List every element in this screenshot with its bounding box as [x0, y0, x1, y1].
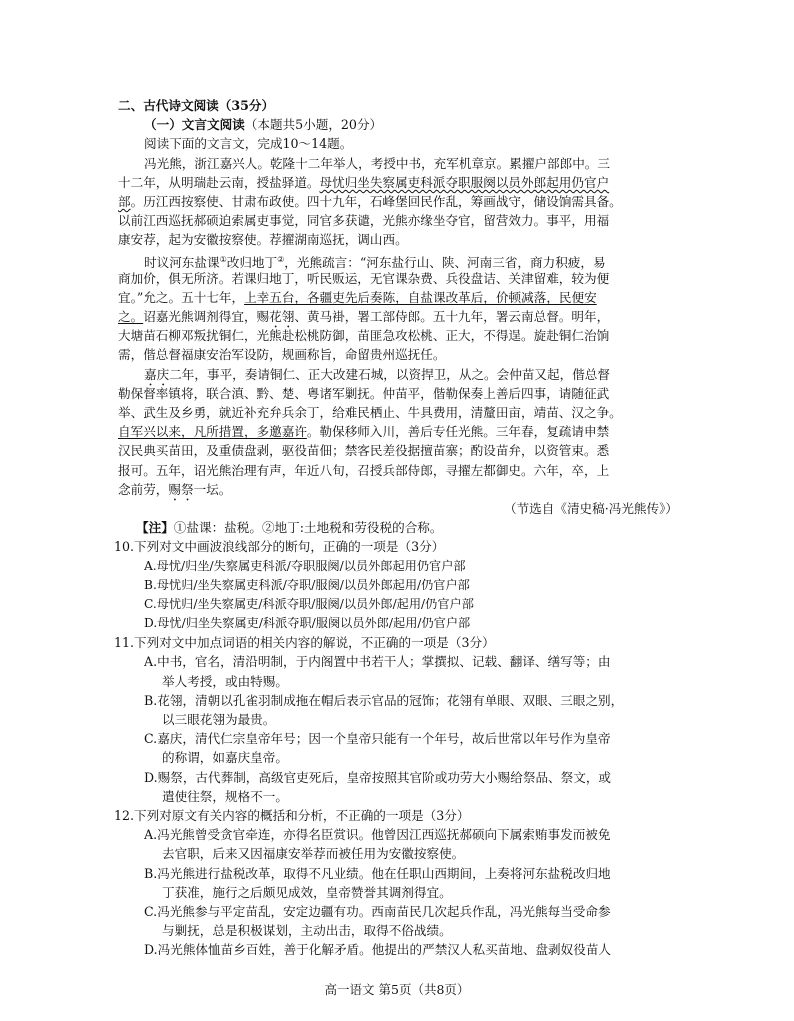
passage-line: 商加价，俱无所济。若课归地丁，听民贩运，无官课杂费、兵役盘诘、关津留难，较为便 — [118, 270, 610, 286]
question-12-option-d[interactable]: D.冯光熊体恤苗乡百姓，善于化解矛盾。他提出的严禁汉人私买苗地、盘剥奴役苗人 — [144, 942, 612, 958]
exam-page — [114, 96, 678, 959]
footnote-label: 【注】 — [136, 520, 174, 536]
reading-instruction: 阅读下面的文言文，完成10～14题。 — [144, 136, 353, 152]
question-10-option-a[interactable]: A.母忧/归坐/失察属吏科派/夺职服阕/以员外郎起用仍官户部 — [144, 558, 466, 573]
footnote-mark: ① — [219, 254, 227, 264]
wavy-underlined-text: 母忧归坐失察属吏科派夺职服阕以员外郎起用仍官户 — [319, 174, 610, 190]
passage-line: 勒保督率镇将，联合滇、黔、楚、粤诸军剿抚。仲苗平，偕勒保奏上善后四事，请随征武 — [118, 385, 610, 401]
question-10-stem: 10.下列对文中画波浪线部分的断句，正确的一项是（3分） — [114, 539, 445, 555]
passage-line: 嘉庆二年，事平，奏请铜仁、正大改建石城，以资捍卫，从之。会仲苗又起，偕总督 — [144, 366, 610, 382]
dotted-term: 花翎 — [269, 309, 295, 325]
wavy-underlined-text: 部 — [118, 193, 131, 209]
question-11-stem: 11.下列对文中加点词语的相关内容的解说，不正确的一项是（3分） — [114, 635, 495, 651]
page-footer: 高一语文 第5页（共8页） — [324, 982, 470, 997]
subsection-title — [118, 115, 678, 134]
passage-line: 之。诏嘉光熊调剂得宜，赐花翎、黄马褂，署工部侍郎。五十九年，署云南总督。明年， — [118, 309, 610, 325]
question-12-option-c-cont: 与剿抚，总是积极谋划，主动出击，取得不俗战绩。 — [162, 923, 452, 939]
passage-line: 自军兴以来，凡所措置，多邀嘉许。勒保移师入川，善后专任光熊。三年春，复疏请申禁 — [118, 424, 610, 440]
question-11-option-c[interactable]: C.嘉庆，清代仁宗皇帝年号；因一个皇帝只能有一个年号，故后世常以年号作为皇帝 — [144, 731, 611, 747]
question-11-option-d[interactable]: D.赐祭，古代葬制，高级官吏死后，皇帝按照其官阶或功劳大小赐给祭品、祭文，或 — [144, 769, 612, 785]
passage-source: （节选自《清史稿·冯光熊传》） — [503, 500, 678, 516]
question-12-option-b-cont: 丁获准，施行之后颇见成效，皇帝赞誉其调剂得宜。 — [162, 884, 452, 900]
question-12-option-c[interactable]: C.冯光熊参与平定苗乱，安定边疆有功。西南苗民几次起兵作乱，冯光熊每当受命参 — [144, 903, 611, 919]
passage-line: 念前劳，赐祭一坛。 — [118, 481, 232, 497]
question-11-option-b-cont: 以三眼花翎为最贵。 — [162, 712, 276, 727]
question-12-option-a-cont: 去官职，后来又因福康安举荐而被任用为安徽按察使。 — [162, 846, 465, 862]
footnote-mark: ② — [277, 254, 285, 264]
passage-line: 冯光熊，浙江嘉兴人。乾隆十二年举人，考授中书，充军机章京。累擢户部郎中。三 — [144, 155, 610, 171]
question-10-option-b[interactable]: B.母忧归/坐失察属吏科派/夺职/服阕/以员外郎起用/仍官户部 — [144, 577, 470, 592]
question-11-option-b[interactable]: B.花翎，清朝以孔雀羽制成拖在帽后表示官品的冠饰；花翎有单眼、双眼、三眼之别， — [144, 692, 624, 708]
underlined-text: 上幸五台，各疆吏先后奏陈，自盐课改革后，价顿减落，民便安 — [244, 289, 597, 305]
passage-line: 时议河东盐课①改归地丁②，光熊疏言：“河东盐行山、陕、河南三省，商力积疲，易 — [144, 254, 606, 270]
dotted-term: 赐祭 — [168, 481, 194, 497]
question-11-option-a[interactable]: A.中书，官名，清沿明制，于内阁置中书若干人；掌撰拟、记载、翻译、缮写等；由 — [144, 654, 611, 670]
passage-line: 康安荐，起为安徽按察使。荐擢湖南巡抚，调山西。 — [118, 232, 408, 248]
passage-line: 大塘苗石柳邓叛扰铜仁，光熊赴松桃防御，苗匪急攻松桃、正大，不得逞。旋赴铜仁治饷 — [118, 328, 610, 344]
underlined-text: 自军兴以来，凡所措置，多邀嘉许 — [118, 424, 307, 440]
question-11-option-d-cont: 遣使往祭，规格不一。 — [162, 788, 288, 804]
subsection-label: （一）文言文阅读 — [144, 117, 245, 133]
question-12-option-a[interactable]: A.冯光熊曾受贪官牵连，亦得名臣赏识。他曾因江西巡抚郝硕向下属索贿事发而被免 — [144, 827, 611, 843]
footnote-text: ①盐课：盐税。②地丁:土地税和劳役税的合称。 — [173, 520, 443, 536]
passage-line: 部。历江西按察使、甘肃布政使。四十九年，石峰堡回民作乱，筹画战守，储设饷需具备。 — [118, 193, 622, 209]
question-10-option-d[interactable]: D.母忧/归坐失察属吏/科派夺职/服阕以员外郎/起用/仍官户部 — [144, 616, 471, 631]
question-12-stem: 12.下列对原文有关内容的概括和分析，不正确的一项是（3分） — [114, 807, 470, 823]
passage-line: 举、武生及乡勇，就近补充弁兵余丁，给难民栖止、牛具费用，清釐田亩，靖苗、汉之争。 — [118, 405, 622, 420]
passage-line: 以前江西巡抚郝硕迫索属吏事觉，同官多获谴，光熊亦缘坐夺官，留营效力。事平，用福 — [118, 213, 610, 229]
passage-line: 十二年，从明瑞赴云南，授盐驿道。母忧归坐失察属吏科派夺职服阕以员外郎起用仍官户 — [118, 174, 610, 190]
passage-line: 需，偕总督福康安治军设防，规画称旨，命留贵州巡抚任。 — [118, 347, 446, 363]
footnote — [118, 518, 678, 537]
section-title: 二、古代诗文阅读（35分） — [118, 98, 275, 113]
subsection-score: （本题共5小题，20分） — [244, 117, 383, 133]
passage-line: 汉民典买苗田，及重债盘剥，驱役苗佃；禁客民差役据擅苗寨；酌设苗弁，以资管束。悉 — [118, 443, 610, 459]
question-12-option-b[interactable]: B.冯光熊进行盐税改革，取得不凡业绩。他在任职山西期间，上奏将河东盐税改归地 — [144, 865, 611, 881]
question-11-option-c-cont: 的称谓，如嘉庆皇帝。 — [162, 750, 288, 766]
passage-line: 报可。五年，诏光熊治理有声，年近八旬，召授兵部侍郎，寻擢左都御史。六年，卒，上 — [118, 462, 610, 478]
question-11-option-a-cont: 举人考授，或由特赐。 — [162, 673, 288, 689]
passage-line: 宜。”允之。五十七年，上幸五台，各疆吏先后奏陈，自盐课改革后，价顿减落，民便安 — [118, 289, 597, 305]
underlined-text: 之。 — [118, 309, 144, 325]
dotted-term: 嘉庆 — [144, 366, 170, 382]
question-10-option-c[interactable]: C.母忧归/坐失察属吏/科派夺职/服阕/以员外郎/起用/仍官户部 — [144, 596, 474, 611]
